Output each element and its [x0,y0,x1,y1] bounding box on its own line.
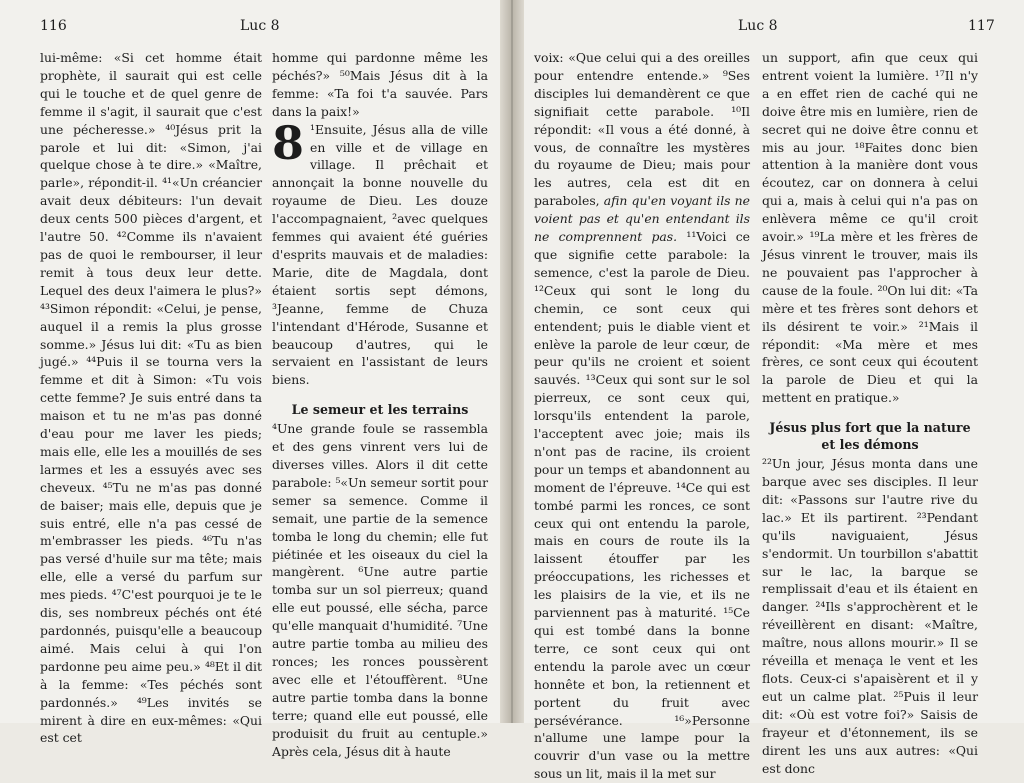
body-text [534,49,750,783]
body-text-part: voix: «Que celui qui a des oreilles pour entendre entende.» ⁹Ses disciples lui demandèrent ce que signifiait cette parabole. ¹⁰Il répondit: «Il vous a été donné, à vous, de connaître les mystères du royaume de Dieu; mais pour les autres, cela est dit en paraboles, [534,50,750,209]
section-heading: Jésus plus fort que la nature et les démons [769,420,971,453]
running-head: Luc 8 [738,18,778,34]
body-text: ²²Un jour, Jésus monta dans une barque avec ses disciples. Il leur dit: «Passons sur l'autre rive du lac.» Et ils partirent. ²³Pendant qu'ils naviguaient, Jésus s'endormit. Un tourbillon s'abattit sur le lac, la barque se remplissait d'eau et ils étaient en danger. ²⁴Ils s'approchèrent et le réveillèrent en disant: «Maître, maître, nous allons mourir.» Il se réveilla et menaça le vent et les flots. Ceux-ci s'apaisèrent et il y eut un calme plat. ²⁵Puis il leur dit: «Où est votre foi?» Saisis de frayeur et d'étonnement, ils se dirent les uns aux autres: «Qui est donc [762,456,978,776]
body-text: ¹Ensuite, Jésus alla de ville en ville et de village en village. Il prêchait et annonçait la bonne nouvelle du royaume de Dieu. Les douze l'accompagnaient, ²avec quelques femmes qui avaient été guéries d'esprits mauvais et de maladies: Marie, dite de Magdala, dont étaient sortis sept démons, ³Jeanne, femme de Chuza l'intendant d'Hérode, Susanne et beaucoup d'autres, qui le servaient en l'assistant de leurs biens. [272,121,488,388]
right-column-1 [534,49,750,783]
left-page [0,0,508,759]
right-column-2 [762,49,978,777]
right-page [516,0,1024,782]
body-text: un support, afin que ceux qui entrent voient la lumière. ¹⁷Il n'y a en effet rien de caché qui ne doive être mis en lumière, rien de secret qui ne doive être connu et mis au jour. ¹⁸Faites donc bien attention à la manière dont vous écoutez, car on donnera à celui qui a, mais à celui qui n'a pas on enlèvera même ce qu'il croit avoir.» ¹⁹La mère et les frères de Jésus vinrent le trouver, mais ils ne pouvaient pas l'approcher à cause de la foule. ²⁰On lui dit: «Ta mère et tes frères sont dehors et ils désirent te voir.» ²¹Mais il répondit: «Ma mère et mes frères, ce sont ceux qui écoutent la parole de Dieu et qui la mettent en pratique.» [762,50,978,406]
body-text: ⁴Une grande foule se rassembla et des gens vinrent vers lui de diverses villes. Alors il dit cette parabole: ⁵«Un semeur sortit pour semer sa semence. Comme il semait, une partie de la semence tomba le long du chemin; elle fut piétinée et les oiseaux du ciel la mangèrent. ⁶Une autre partie tomba sur un sol pierreux; quand elle eut poussé, elle sécha, parce qu'elle manquait d'humidité. ⁷Une autre partie tomba au milieu des ronces; les ronces poussèrent avec elle et l'étouffèrent. ⁸Une autre partie tomba dans la bonne terre; quand elle eut poussé, elle produisit du fruit au centuple.» Après cela, Jésus dit à haute [272,421,488,759]
page-number: 117 [968,18,995,34]
body-text: homme qui pardonne même les péchés?» ⁵⁰Mais Jésus dit à la femme: «Ta foi t'a sauvée. Pars dans la paix!» [272,50,488,119]
body-text-part: ¹¹Voici ce que signifie cette parabole: la semence, c'est la parole de Dieu. ¹²Ceux qui sont le long du chemin, ce sont ceux qui entendent; puis le diable vient et enlève la parole de leur cœur, de peur qu'ils ne croient et soient sauvés. ¹³Ceux qui sont sur le sol pierreux, ce sont ceux qui, lorsqu'ils entendent la parole, l'acceptent avec joie; mais ils n'ont pas de racine, ils croient pour un temps et abandonnent au moment de l'épreuve. ¹⁴Ce qui est tombé parmi les ronces, ce sont ceux qui ont entendu la parole, mais en cours de route ils la laissent étouffer par les préoccupations, les richesses et les plaisirs de la vie, et ils ne parviennent pas à maturité. ¹⁵Ce qui est tombé dans la bonne terre, ce sont ceux qui ont entendu la parole avec un cœur honnête et bon, la retiennent et portent du fruit avec persévérance. ¹⁶»Personne n'allume une lampe pour la couvrir d'un vase ou la mettre sous un lit, mais il la met sur [534,229,750,782]
italic-quote: afin qu'en voyant ils ne voient pas et qu'en entendant ils ne comprennent pas. [534,193,750,245]
page-number: 116 [40,18,67,34]
left-column-1 [40,49,262,747]
chapter-8-text [272,115,488,390]
body-text: lui-même: «Si cet homme était prophète, il saurait qui est celle qui le touche et de quel genre de femme il s'agit, il saurait que c'est une pécheresse.» ⁴⁰Jésus prit la parole et lui dit: «Simon, j'ai quelque chose à te dire.» «Maître, parle», répondit-il. ⁴¹«Un créancier avait deux débiteurs: l'un devait deux cents 500 pièces d'argent, et l'autre 50. ⁴²Comme ils n'avaient pas de quoi le rembourser, il leur remit à tous deux leur dette. Lequel des deux l'aimera le plus?» ⁴³Simon répondit: «Celui, je pense, auquel il a remis la plus grosse somme.» Jésus lui dit: «Tu as bien jugé.» ⁴⁴Puis il se tourna vers la femme et dit à Simon: «Tu vois cette femme? Je suis entré dans ta maison et tu ne m'as pas donné d'eau pour me laver les pieds; mais elle, elle les a mouillés de ses larmes et les a essuyés avec ses cheveux. ⁴⁵Tu ne m'as pas donné de baiser; mais elle, depuis que je suis entré, elle n'a pas cessé de m'embrasser les pieds. ⁴⁶Tu n'as pas versé d'huile sur ma tête; mais elle, elle a versé du parfum sur mes pieds. ⁴⁷C'est pourquoi je te le dis, ses nombreux péchés ont été pardonnés, puisqu'elle a beaucoup aimé. Mais celui à qui l'on pardonne peu aime peu.» ⁴⁸Et il dit à la femme: «Tes péchés sont pardonnés.» ⁴⁹Les invités se mirent à dire en eux-mêmes: «Qui est cet [40,50,262,746]
chapter-number: 8 [272,115,305,170]
left-column-2 [272,49,488,760]
section-heading: Le semeur et les terrains [291,402,469,418]
book-gutter [500,0,524,723]
running-head: Luc 8 [240,18,280,34]
